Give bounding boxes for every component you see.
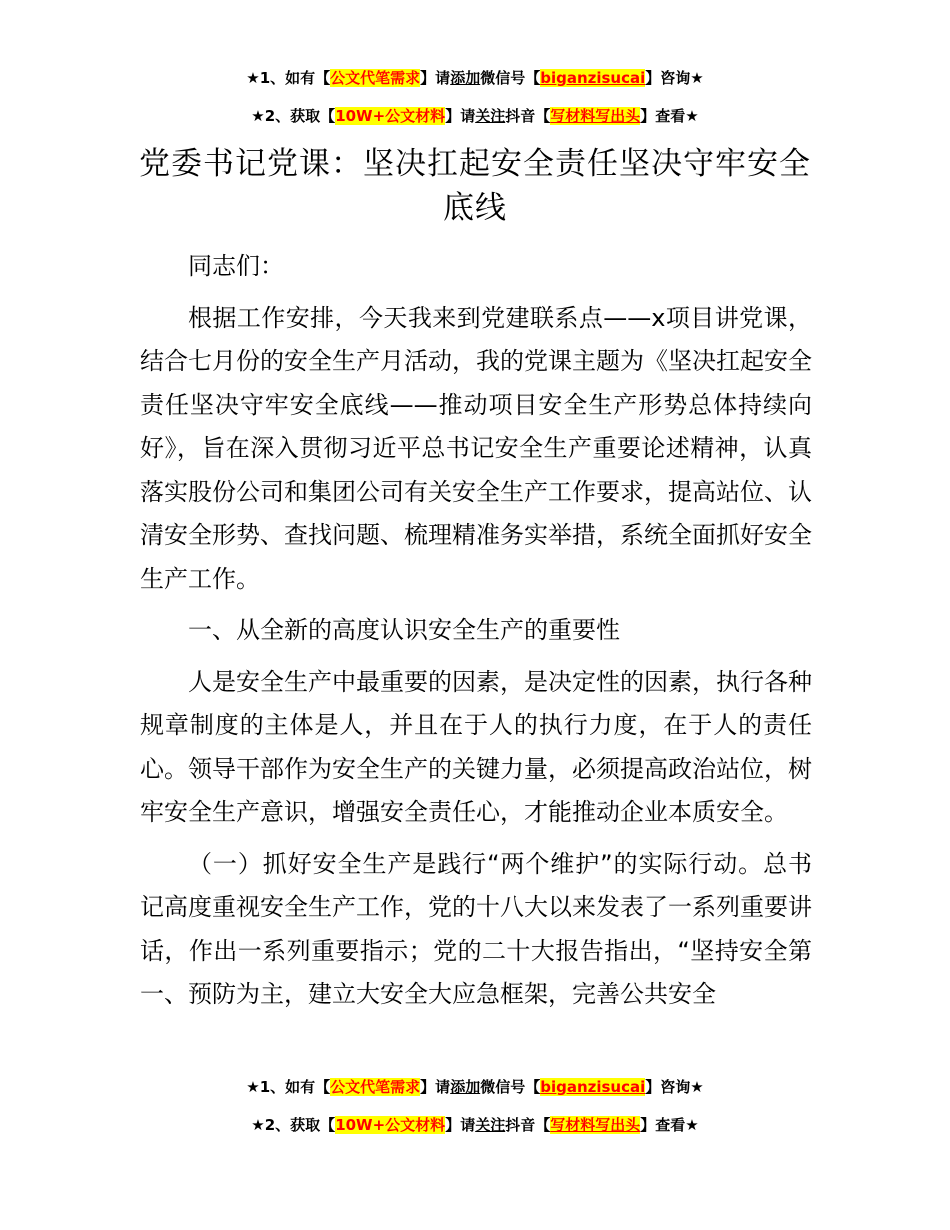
- header-promo-line-1: [0, 67, 950, 89]
- body-paragraph: 人是安全生产中最重要的因素，是决定性的因素，执行各种规章制度的主体是人，并且在于人的执行力度，在于人的责任心。领导干部作为安全生产的关键力量，必须提高政治站位，树牢安全生产意识，增强安全责任心，才能推动企业本质安全。: [140, 667, 812, 826]
- promo-text: 抖音【: [505, 1116, 551, 1134]
- promo-text: 】咨询★: [645, 69, 704, 87]
- promo-highlight: 10W+公文材料: [335, 107, 446, 125]
- wechat-id-link[interactable]: biganzisucai: [540, 69, 646, 87]
- promo-text: 】请: [420, 69, 451, 87]
- star-icon: ★: [246, 69, 260, 87]
- promo-text: 】请: [445, 107, 476, 125]
- promo-text: 微信号【: [480, 1078, 541, 1096]
- header-promo-line-2: [0, 105, 950, 127]
- promo-text: 1、如有【: [259, 1078, 331, 1096]
- promo-highlight: 公文代笔需求: [330, 69, 421, 87]
- douyin-account-link[interactable]: 写材料写出头: [550, 107, 641, 125]
- promo-text: 2、获取【: [264, 1116, 336, 1134]
- promo-highlight: 10W+公文材料: [335, 1116, 446, 1134]
- promo-underline: 关注: [475, 107, 506, 125]
- salutation: 同志们：: [188, 252, 284, 280]
- promo-text: 】查看★: [640, 107, 699, 125]
- douyin-account-link[interactable]: 写材料写出头: [550, 1116, 641, 1134]
- promo-underline: 关注: [475, 1116, 506, 1134]
- document-body: [140, 245, 812, 1025]
- footer-promo-line-1: [0, 1076, 950, 1098]
- wechat-id-link[interactable]: biganzisucai: [540, 1078, 646, 1096]
- star-icon: ★: [246, 1078, 260, 1096]
- promo-highlight: 公文代笔需求: [330, 1078, 421, 1096]
- section-heading: 一、从全新的高度认识安全生产的重要性: [188, 616, 620, 644]
- promo-text: 微信号【: [480, 69, 541, 87]
- star-icon: ★: [251, 1116, 265, 1134]
- body-paragraph: 根据工作安排，今天我来到党建联系点——x项目讲党课，结合七月份的安全生产月活动，我的党课主题为《坚决扛起安全责任坚决守牢安全底线——推动项目安全生产形势总体持续向好》，旨在深入贯彻习近平总书记安全生产重要论述精神，认真落实股份公司和集团公司有关安全生产工作要求，提高站位、认清安全形势、查找问题、梳理精准务实举措，系统全面抓好安全生产工作。: [140, 303, 812, 593]
- star-icon: ★: [251, 107, 265, 125]
- promo-underline: 添加: [450, 69, 481, 87]
- promo-text: 2、获取【: [264, 107, 336, 125]
- promo-text: 】请: [420, 1078, 451, 1096]
- promo-text: 】请: [445, 1116, 476, 1134]
- footer-promo-line-2: [0, 1114, 950, 1136]
- document-title: 党委书记党课：坚决扛起安全责任坚决守牢安全底线: [139, 146, 811, 226]
- promo-underline: 添加: [450, 1078, 481, 1096]
- body-paragraph: （一）抓好安全生产是践行“两个维护”的实际行动。总书记高度重视安全生产工作，党的十八大以来发表了一系列重要讲话，作出一系列重要指示；党的二十大报告指出，“坚持安全第一、预防为主，建立大安全大应急框架，完善公共安全: [140, 849, 812, 1008]
- promo-text: 】查看★: [640, 1116, 699, 1134]
- promo-text: 】咨询★: [645, 1078, 704, 1096]
- promo-text: 1、如有【: [259, 69, 331, 87]
- promo-text: 抖音【: [505, 107, 551, 125]
